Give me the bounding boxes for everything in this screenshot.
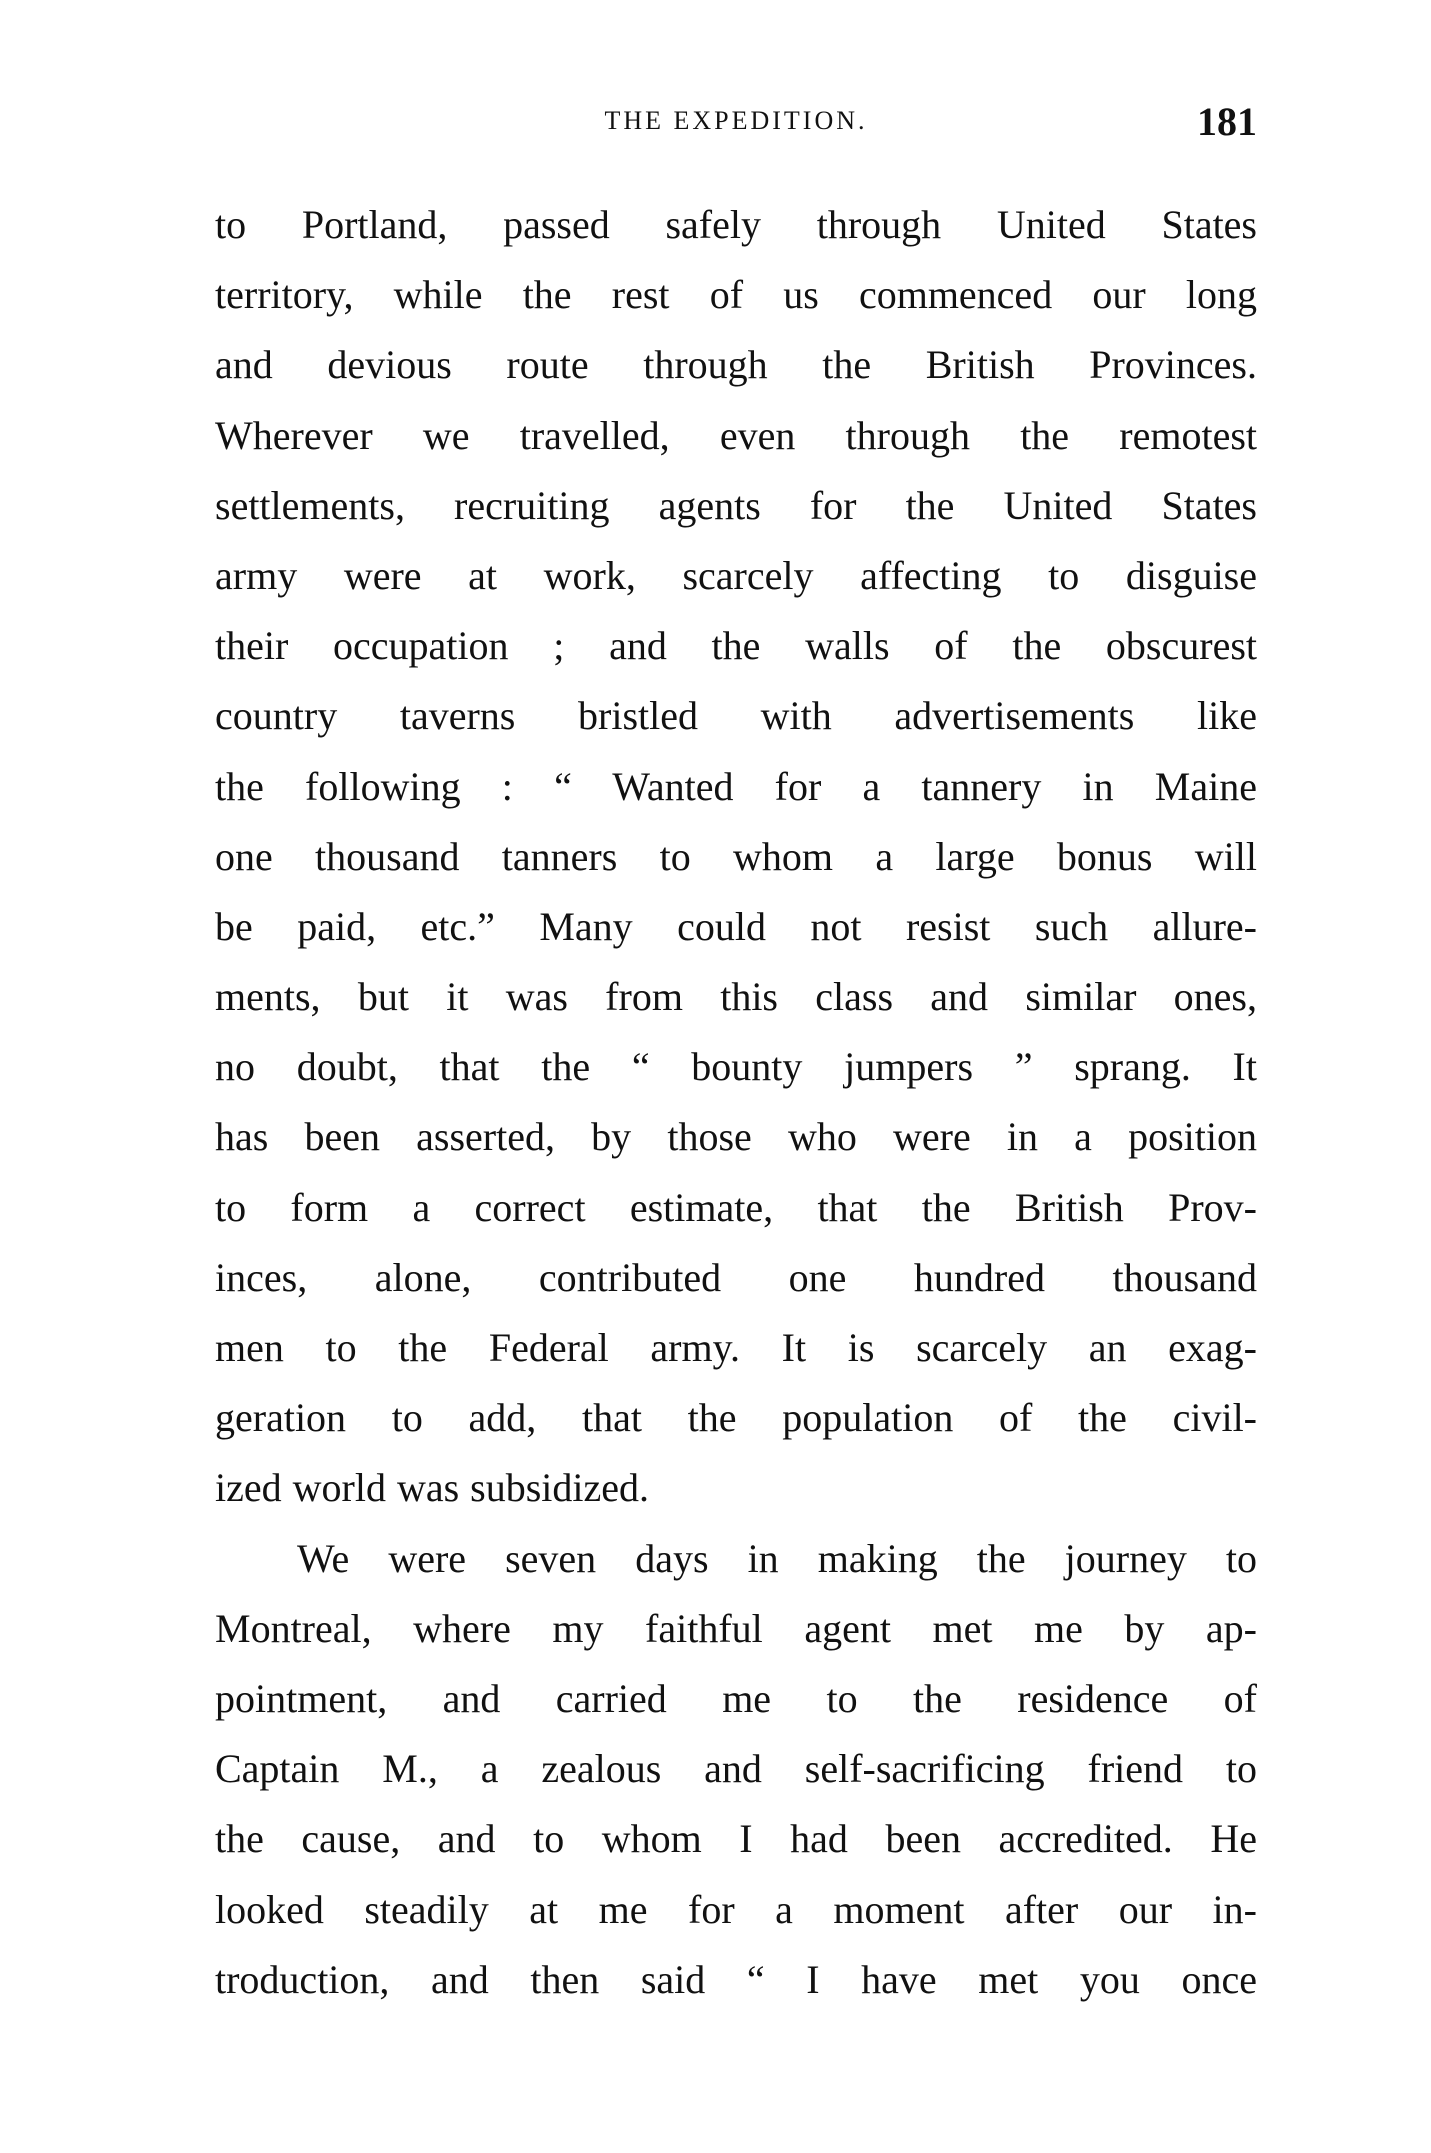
text-line: to Portland, passed safely through United States xyxy=(215,202,1257,247)
text-line: men to the Federal army. It is scarcely an exag- xyxy=(215,1325,1257,1370)
text-line: to form a correct estimate, that the British Prov- xyxy=(215,1184,1257,1230)
text-line: Montreal, where my faithful agent met me by ap- xyxy=(215,1605,1257,1651)
running-head xyxy=(215,100,1257,144)
page-number: 181 xyxy=(1197,99,1257,144)
text-line: and devious route through the British Provinces. xyxy=(215,342,1257,388)
text-line: geration to add, that the population of the civil- xyxy=(215,1395,1257,1441)
text-line: pointment, and carried me to the residence of xyxy=(215,1675,1257,1721)
text-line: looked steadily at me for a moment after our in- xyxy=(215,1886,1257,1932)
text-line: ments, but it was from this class and similar ones, xyxy=(215,974,1257,1020)
paragraph-end-line: ized world was subsidized. xyxy=(215,1465,650,1511)
text-line: one thousand tanners to whom a large bonus will xyxy=(215,833,1257,879)
text-line: no doubt, that the “ bounty jumpers ” sprang. It xyxy=(215,1044,1257,1090)
text-line: be paid, etc.” Many could not resist such allure- xyxy=(215,903,1257,949)
text-line: inces, alone, contributed one hundred thousand xyxy=(215,1254,1257,1300)
text-line: territory, while the rest of us commenced our long xyxy=(215,272,1257,318)
text-line: country taverns bristled with advertisements like xyxy=(215,693,1257,739)
text-line: army were at work, scarcely affecting to disguise xyxy=(215,552,1257,598)
text-line: has been asserted, by those who were in a position xyxy=(215,1114,1257,1160)
text-line: settlements, recruiting agents for the United States xyxy=(215,482,1257,528)
text-line: Captain M., a zealous and self-sacrificing friend to xyxy=(215,1746,1257,1792)
text-line: the following : “ Wanted for a tannery in Maine xyxy=(215,763,1257,809)
running-title: THE EXPEDITION. xyxy=(604,106,868,135)
text-line: Wherever we travelled, even through the remotest xyxy=(215,412,1257,458)
text-line: their occupation ; and the walls of the obscurest xyxy=(215,623,1257,669)
text-line: troduction, and then said “ I have met you once xyxy=(215,1956,1257,2002)
body-text xyxy=(215,190,1257,2015)
text-line: the cause, and to whom I had been accredited. He xyxy=(215,1816,1257,1862)
paragraph-start-line: We were seven days in making the journey to xyxy=(297,1535,1257,1581)
